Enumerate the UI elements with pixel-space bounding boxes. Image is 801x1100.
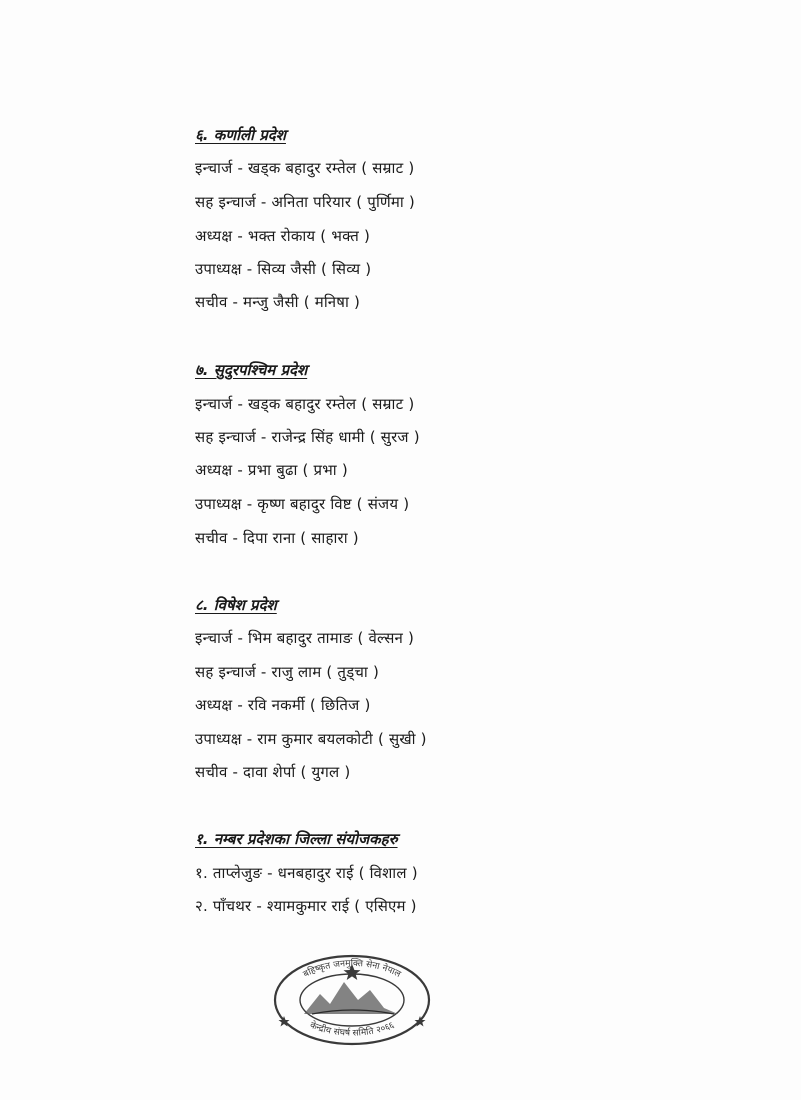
special-secretary: सचीव - दावा शेर्पा ( युगल ) (195, 763, 351, 781)
sudurpaschim-vice-chair: उपाध्यक्ष - कृष्ण बहादुर विष्ट ( संजय ) (195, 495, 410, 513)
sudurpaschim-co-incharge: सह इन्चार्ज - राजेन्द्र सिंह धामी ( सुरज ) (195, 428, 420, 446)
karnali-chair: अध्यक्ष - भक्त रोकाय ( भक्त ) (195, 227, 371, 245)
coordinator-taplejung: १. ताप्लेजुङ - धनबहादुर राई ( विशाल ) (195, 864, 418, 882)
karnali-vice-chair: उपाध्यक्ष - सिव्य जैसी ( सिव्य ) (195, 260, 372, 278)
special-chair: अध्यक्ष - रवि नकर्मी ( छितिज ) (195, 696, 371, 714)
sudurpaschim-incharge: इन्चार्ज - खड्क बहादुर रम्तेल ( सम्राट ) (195, 395, 415, 413)
special-incharge: इन्चार्ज - भिम बहादुर तामाङ ( वेल्सन ) (195, 629, 415, 647)
section-heading-karnali: ६. कर्णाली प्रदेश (195, 126, 286, 144)
seal-bottom-text: केन्द्रीय संघर्ष समिति २०६६ (308, 1020, 396, 1039)
sudurpaschim-chair: अध्यक्ष - प्रभा बुढा ( प्रभा ) (195, 461, 348, 479)
sudurpaschim-secretary: सचीव - दिपा राना ( साहारा ) (195, 529, 359, 547)
karnali-secretary: सचीव - मन्जु जैसी ( मनिषा ) (195, 293, 361, 311)
karnali-incharge: इन्चार्ज - खड्क बहादुर रम्तेल ( सम्राट ) (195, 159, 415, 177)
section-heading-sudurpaschim: ७. सुदुरपश्चिम प्रदेश (195, 361, 308, 379)
seal-top-text: बहिष्कृत जनमुक्ति सेना नेपाल (301, 958, 403, 980)
section-heading-special: ८. विषेश प्रदेश (195, 596, 277, 614)
special-vice-chair: उपाध्यक्ष - राम कुमार बयलकोटी ( सुखी ) (195, 730, 427, 748)
organization-seal (272, 952, 432, 1047)
section-heading-district-coordinators: १. नम्बर प्रदेशका जिल्ला संयोजकहरु (195, 830, 398, 848)
special-co-incharge: सह इन्चार्ज - राजु लाम ( तुड्चा ) (195, 663, 380, 681)
coordinator-panchthar: २. पाँचथर - श्यामकुमार राई ( एसिएम ) (195, 897, 417, 915)
karnali-co-incharge: सह इन्चार्ज - अनिता परियार ( पुर्णिमा ) (195, 193, 415, 211)
